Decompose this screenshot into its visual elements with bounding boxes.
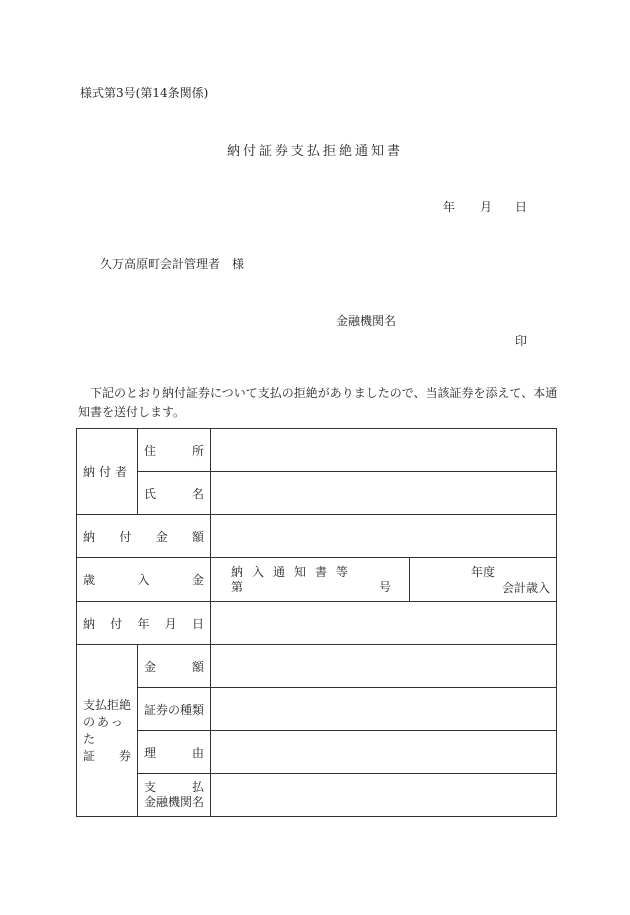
payment-date-label: [83, 615, 204, 632]
bank-name-label: 金融機関名: [336, 314, 397, 328]
amount-label-char-2: 付: [119, 529, 132, 544]
payment-date-label-char-3: 年: [137, 616, 150, 631]
payer-bank-label-cell: [138, 774, 211, 817]
address-label-char-2: 所: [192, 443, 205, 458]
rejected-line-2: のあった: [83, 714, 125, 746]
name-label-char-2: 名: [192, 486, 205, 501]
date-month-label: 月: [480, 200, 493, 214]
rejected-line-3: [83, 748, 131, 765]
addressee: 久万高原町会計管理者 様: [100, 257, 245, 271]
reason-label: [144, 744, 204, 761]
row-security-type: [77, 688, 557, 731]
sec-type-label: 証券の種類: [144, 702, 205, 717]
payer-header-cell: [77, 429, 138, 515]
row-payer-address: [77, 429, 557, 472]
rejected-line-3-char-2: 券: [119, 748, 132, 763]
address-label-cell: [138, 429, 211, 472]
rejected-securities-header-cell: [77, 645, 138, 817]
name-label-cell: [138, 472, 211, 515]
payer-bank-line-1-char-2: 払: [192, 780, 205, 794]
reason-label-cell: [138, 731, 211, 774]
row-reason: [77, 731, 557, 774]
row-payment-date: [77, 602, 557, 645]
row-rejected-amount: [77, 645, 557, 688]
sec-amount-value-cell[interactable]: [211, 645, 557, 688]
number-prefix: 第: [231, 579, 244, 594]
notice-number-row: [231, 580, 391, 595]
address-label-char-1: 住: [144, 443, 157, 458]
amount-label-char-4: 額: [192, 529, 205, 544]
sec-type-value-cell[interactable]: [211, 688, 557, 731]
sec-amount-label: [144, 658, 204, 675]
sec-amount-label-cell: [138, 645, 211, 688]
reason-label-char-1: 理: [144, 745, 157, 760]
notice-doc-label: 納入通知書等: [231, 564, 358, 579]
form-number: 様式第3号(第14条関係): [80, 86, 209, 100]
amount-label-cell: [77, 515, 211, 558]
notice-form-table: [76, 428, 557, 817]
payment-date-label-char-4: 月: [164, 616, 177, 631]
row-payer-bank: [77, 774, 557, 817]
fiscal-year-label: 年度: [471, 564, 496, 579]
payer-bank-line-1: [144, 780, 204, 795]
rejected-line-1: 支払拒絶: [83, 697, 132, 712]
row-payer-name: [77, 472, 557, 515]
name-value-cell[interactable]: [211, 472, 557, 515]
payment-date-label-char-2: 付: [110, 616, 123, 631]
reason-value-cell[interactable]: [211, 731, 557, 774]
payment-date-value-cell[interactable]: [211, 602, 557, 645]
number-suffix: 号: [379, 579, 392, 594]
seal-mark: 印: [515, 334, 528, 348]
sec-type-label-cell: [138, 688, 211, 731]
payer-bank-line-1-char-1: 支: [144, 780, 157, 794]
fiscal-year-cell[interactable]: [410, 558, 556, 601]
document-title: 納付証券支払拒絶通知書: [226, 144, 403, 159]
revenue-label: [83, 571, 204, 588]
address-value-cell[interactable]: [211, 429, 557, 472]
revenue-label-char-3: 金: [192, 573, 205, 587]
revenue-label-char-1: 歳: [83, 573, 96, 587]
payer-label-char-3: 者: [115, 465, 132, 479]
payer-bank-line-2: 金融機関名: [144, 795, 205, 809]
amount-value-cell[interactable]: [211, 515, 557, 558]
amount-label: [83, 528, 204, 545]
payment-date-label-char-5: 日: [192, 616, 205, 631]
account-revenue-label: 会計歳入: [501, 580, 550, 595]
payer-label: [83, 463, 131, 480]
reason-label-char-2: 由: [192, 745, 205, 760]
revenue-label-cell: [77, 558, 211, 602]
revenue-detail: [211, 558, 556, 601]
payer-bank-value-cell[interactable]: [211, 774, 557, 817]
date-day-label: 日: [515, 200, 528, 214]
name-label: [144, 485, 204, 502]
amount-label-char-3: 金: [155, 529, 168, 544]
date-year-label: 年: [443, 200, 456, 214]
row-revenue: [77, 558, 557, 602]
revenue-detail-cell: [211, 558, 557, 602]
payer-label-char-1: 納: [83, 465, 100, 479]
address-label: [144, 442, 204, 459]
notice-doc-cell[interactable]: [211, 558, 410, 601]
payment-date-label-char-1: 納: [83, 616, 96, 631]
payer-label-char-2: 付: [99, 465, 116, 479]
row-amount: [77, 515, 557, 558]
payment-date-label-cell: [77, 602, 211, 645]
rejected-line-3-char-1: 証: [83, 748, 96, 763]
sec-amount-label-char-1: 金: [144, 659, 157, 674]
body-text: 下記のとおり納付証券について支払の拒絶がありましたので、当該証券を添えて、本通知書を送付します。: [78, 386, 558, 419]
name-label-char-1: 氏: [144, 486, 157, 501]
sec-amount-label-char-2: 額: [192, 659, 205, 674]
amount-label-char-1: 納: [83, 529, 96, 544]
rejected-securities-label: [83, 697, 131, 765]
revenue-label-char-2: 入: [137, 573, 150, 587]
payer-bank-label: [144, 780, 204, 810]
